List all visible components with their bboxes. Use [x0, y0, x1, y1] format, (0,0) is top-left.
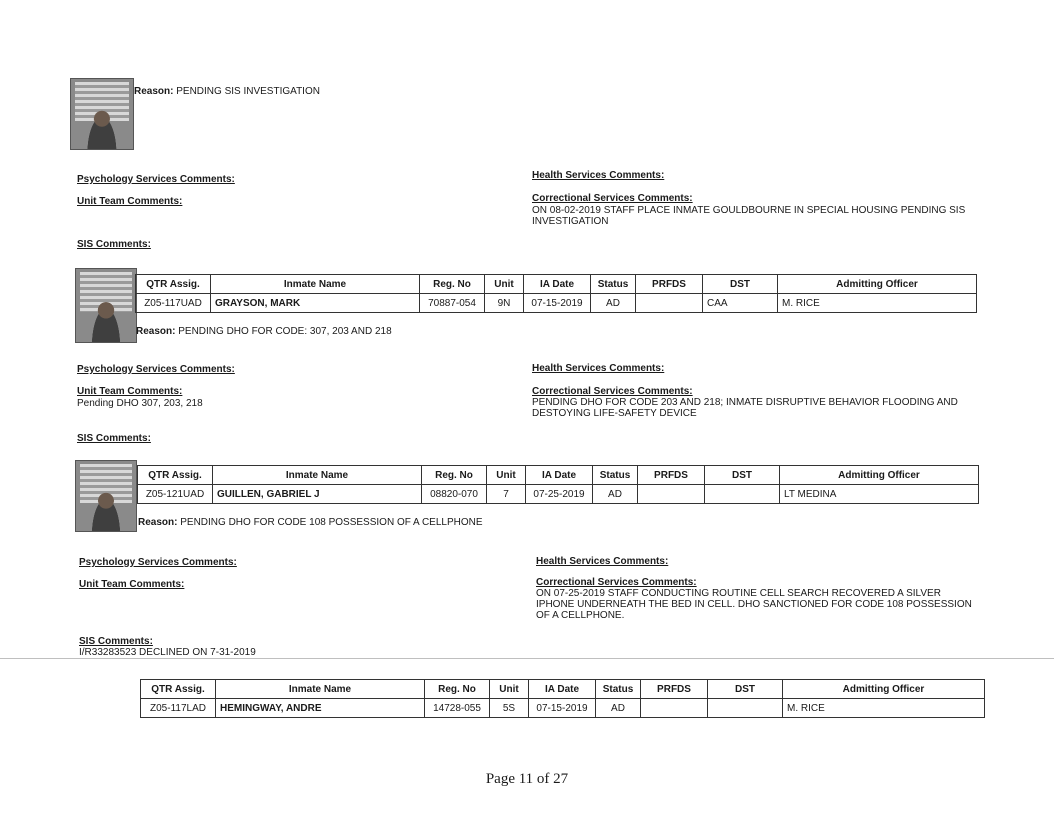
col-dst: DST [703, 275, 778, 294]
col-qtr-assig: QTR Assig. [136, 275, 211, 294]
cell-dst [708, 699, 783, 718]
table-header-row [141, 680, 985, 699]
reason-label: Reason: [138, 517, 178, 528]
col-status: Status [593, 466, 638, 485]
col-reg-no: Reg. No [422, 466, 487, 485]
reason-label: Reason: [136, 326, 176, 337]
col-dst: DST [708, 680, 783, 699]
correctional-comments-text: PENDING DHO FOR CODE 203 AND 218; INMATE DISRUPTIVE BEHAVIOR FLOODING AND DESTOYING LIFE-SAFETY DEVICE [532, 397, 958, 419]
col-ia-date: IA Date [529, 680, 596, 699]
cell-name: GRAYSON, MARK [211, 294, 420, 313]
cell-ia-date: 07-15-2019 [524, 294, 591, 313]
sis-comments-text: I/R33283523 DECLINED ON 7-31-2019 [79, 647, 256, 658]
col-status: Status [591, 275, 636, 294]
correctional-comments-heading: Correctional Services Comments: [532, 193, 693, 204]
cell-qtr: Z05-117LAD [141, 699, 216, 718]
cell-unit: 9N [485, 294, 524, 313]
col-qtr-assig: QTR Assig. [141, 680, 216, 699]
col-dst: DST [705, 466, 780, 485]
correctional-comments-text: ON 07-25-2019 STAFF CONDUCTING ROUTINE CELL SEARCH RECOVERED A SILVER IPHONE UNDERNEATH THE BED IN CELL. DHO SANCTIONED FOR CODE 108 POSSESSION OF A CELLPHONE. [536, 588, 972, 621]
unit-team-comments-heading: Unit Team Comments: [79, 579, 185, 590]
cell-ia-date: 07-25-2019 [526, 485, 593, 504]
unit-team-comments-heading: Unit Team Comments: [77, 196, 183, 207]
cell-dst [705, 485, 780, 504]
col-inmate-name: Inmate Name [216, 680, 425, 699]
page-number: Page 11 of 27 [485, 771, 569, 787]
col-unit: Unit [485, 275, 524, 294]
cell-dst: CAA [703, 294, 778, 313]
reason-label: Reason: [134, 86, 174, 97]
cell-name: HEMINGWAY, ANDRE [216, 699, 425, 718]
psych-comments-heading: Psychology Services Comments: [77, 364, 235, 375]
correctional-comments-heading: Correctional Services Comments: [536, 577, 697, 588]
col-status: Status [596, 680, 641, 699]
sis-comments-heading: SIS Comments: [77, 433, 151, 444]
cell-officer: LT MEDINA [780, 485, 979, 504]
reason-line [136, 326, 392, 337]
cell-qtr: Z05-121UAD [138, 485, 213, 504]
table-row [141, 699, 985, 718]
psych-comments-heading: Psychology Services Comments: [77, 174, 235, 185]
cell-officer: M. RICE [778, 294, 977, 313]
cell-reg: 08820-070 [422, 485, 487, 504]
col-admitting-officer: Admitting Officer [780, 466, 979, 485]
health-comments-heading: Health Services Comments: [536, 556, 669, 567]
sis-comments-heading: SIS Comments: [77, 239, 151, 250]
col-ia-date: IA Date [524, 275, 591, 294]
inmate-photo [75, 268, 137, 343]
cell-name: GUILLEN, GABRIEL J [213, 485, 422, 504]
cell-unit: 5S [490, 699, 529, 718]
reason-line [138, 517, 483, 528]
health-comments-heading: Health Services Comments: [532, 363, 665, 374]
col-prfds: PRFDS [641, 680, 708, 699]
inmate-table [137, 465, 979, 504]
cell-status: AD [591, 294, 636, 313]
cell-reg: 70887-054 [420, 294, 485, 313]
unit-team-comments-heading: Unit Team Comments: [77, 386, 183, 397]
health-comments-heading: Health Services Comments: [532, 170, 665, 181]
table-row [138, 485, 979, 504]
cell-officer: M. RICE [783, 699, 985, 718]
sis-comments-heading: SIS Comments: [79, 636, 153, 647]
page-divider [0, 658, 1054, 659]
col-admitting-officer: Admitting Officer [783, 680, 985, 699]
cell-qtr: Z05-117UAD [136, 294, 211, 313]
reason-value: PENDING DHO FOR CODE 108 POSSESSION OF A CELLPHONE [180, 517, 483, 528]
col-reg-no: Reg. No [420, 275, 485, 294]
cell-reg: 14728-055 [425, 699, 490, 718]
reason-value: PENDING SIS INVESTIGATION [176, 86, 320, 97]
correctional-comments-text: ON 08-02-2019 STAFF PLACE INMATE GOULDBOURNE IN SPECIAL HOUSING PENDING SIS INVESTIGATION [532, 205, 966, 227]
cell-prfds [636, 294, 703, 313]
col-unit: Unit [490, 680, 529, 699]
table-header-row [136, 275, 977, 294]
table-header-row [138, 466, 979, 485]
unit-team-comments-text: Pending DHO 307, 203, 218 [77, 398, 203, 409]
col-ia-date: IA Date [526, 466, 593, 485]
cell-unit: 7 [487, 485, 526, 504]
cell-prfds [641, 699, 708, 718]
col-prfds: PRFDS [636, 275, 703, 294]
inmate-table [140, 679, 985, 718]
psych-comments-heading: Psychology Services Comments: [79, 557, 237, 568]
inmate-table [135, 274, 977, 313]
cell-status: AD [593, 485, 638, 504]
col-inmate-name: Inmate Name [213, 466, 422, 485]
table-row [136, 294, 977, 313]
reason-line [134, 86, 320, 97]
col-inmate-name: Inmate Name [211, 275, 420, 294]
inmate-photo [70, 78, 134, 150]
inmate-photo [75, 460, 137, 532]
col-admitting-officer: Admitting Officer [778, 275, 977, 294]
cell-ia-date: 07-15-2019 [529, 699, 596, 718]
col-reg-no: Reg. No [425, 680, 490, 699]
cell-status: AD [596, 699, 641, 718]
cell-prfds [638, 485, 705, 504]
col-unit: Unit [487, 466, 526, 485]
reason-value: PENDING DHO FOR CODE: 307, 203 AND 218 [178, 326, 392, 337]
col-prfds: PRFDS [638, 466, 705, 485]
correctional-comments-heading: Correctional Services Comments: [532, 386, 693, 397]
col-qtr-assig: QTR Assig. [138, 466, 213, 485]
